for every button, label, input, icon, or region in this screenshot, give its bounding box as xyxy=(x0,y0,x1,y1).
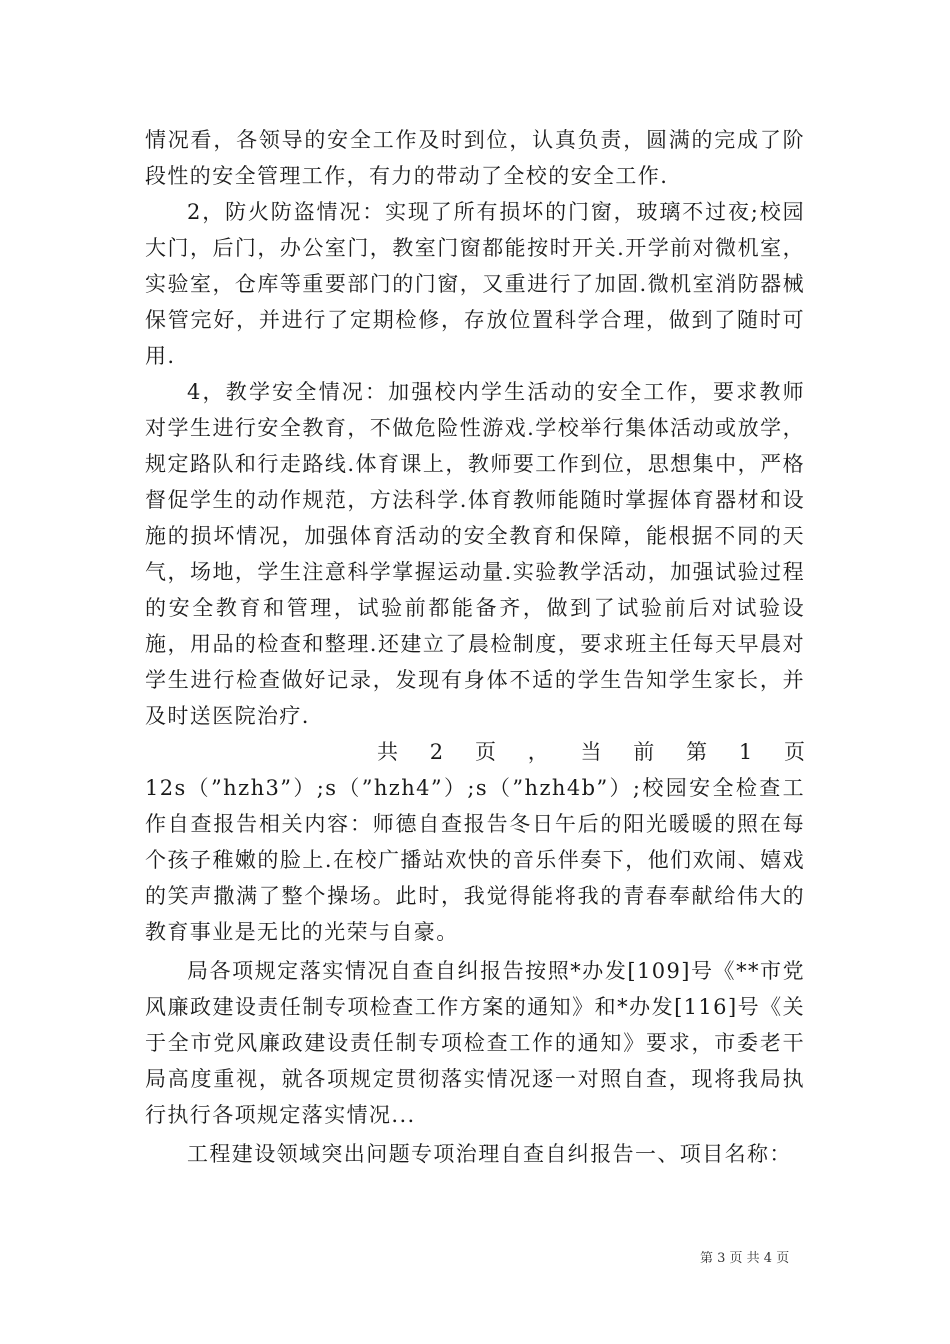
page-count-char: 1 xyxy=(738,740,753,764)
paragraph-related-content: 12s（”hzh3”）;s（”hzh4”）;s（”hzh4b”）;校园安全检查工作自查报告相关内容：师德自查报告冬日午后的阳光暖暖的照在每个孩子稚嫩的脸上.在校广播站欢快的音乐伴奏下，他们欢闹、嬉戏的笑声撒满了整个操场。此时，我觉得能将我的青春奉献给伟大的教育事业是无比的光荣与自豪。 xyxy=(145,776,805,944)
paragraph-engineering-report: 工程建设领域突出问题专项治理自查自纠报告一、项目名称： xyxy=(187,1142,792,1166)
paragraph-teaching-safety: 4，教学安全情况：加强校内学生活动的安全工作，要求教师对学生进行安全教育，不做危险性游戏.学校举行集体活动或放学，规定路队和行走路线.体育课上，教师要工作到位，思想集中，严格督促学生的动作规范，方法科学.体育教师能随时掌握体育器材和设施的损坏情况，加强体育活动的安全教育和保障，能根据不同的天气，场地，学生注意科学掌握运动量.实验教学活动，加强试验过程的安全教育和管理，试验前都能备齐，做到了试验前后对试验设施，用品的检查和整理.还建立了晨检制度，要求班主任每天早晨对学生进行检查做好记录，发现有身体不适的学生告知学生家长，并及时送医院治疗. xyxy=(145,380,805,728)
page-footer: 第 3 页 共 4 页 xyxy=(700,1251,790,1266)
page-count-char: 当 xyxy=(580,740,602,764)
page-count-char: 共 xyxy=(377,740,398,764)
page-count-char: 前 xyxy=(633,740,655,764)
page-count-char: 2 xyxy=(429,740,444,764)
page-count-char: ， xyxy=(527,740,549,764)
page-count-char: 页 xyxy=(474,740,496,764)
page-count-char: 页 xyxy=(784,740,805,764)
paragraph-regulation-report: 局各项规定落实情况自查自纠报告按照*办发[109]号《**市党风廉政建设责任制专项检查工作方案的通知》和*办发[116]号《关于全市党风廉政建设责任制专项检查工作的通知》要求，市委老干局高度重视，就各项规定贯彻落实情况逐一对照自查，现将我局执行执行各项规定落实情况... xyxy=(145,959,805,1127)
page-count-line xyxy=(145,734,805,770)
paragraph-leadership-summary: 情况看，各领导的安全工作及时到位，认真负责，圆满的完成了阶段性的安全管理工作，有力的带动了全校的安全工作. xyxy=(145,128,805,188)
paragraph-fire-theft-prevention: 2，防火防盗情况：实现了所有损坏的门窗，玻璃不过夜;校园大门，后门，办公室门，教室门窗都能按时开关.开学前对微机室，实验室，仓库等重要部门的门窗，又重进行了加固.微机室消防器械保管完好，并进行了定期检修，存放位置科学合理，做到了随时可用. xyxy=(145,200,805,368)
document-body xyxy=(145,122,805,1172)
page-count-char: 第 xyxy=(686,740,708,764)
